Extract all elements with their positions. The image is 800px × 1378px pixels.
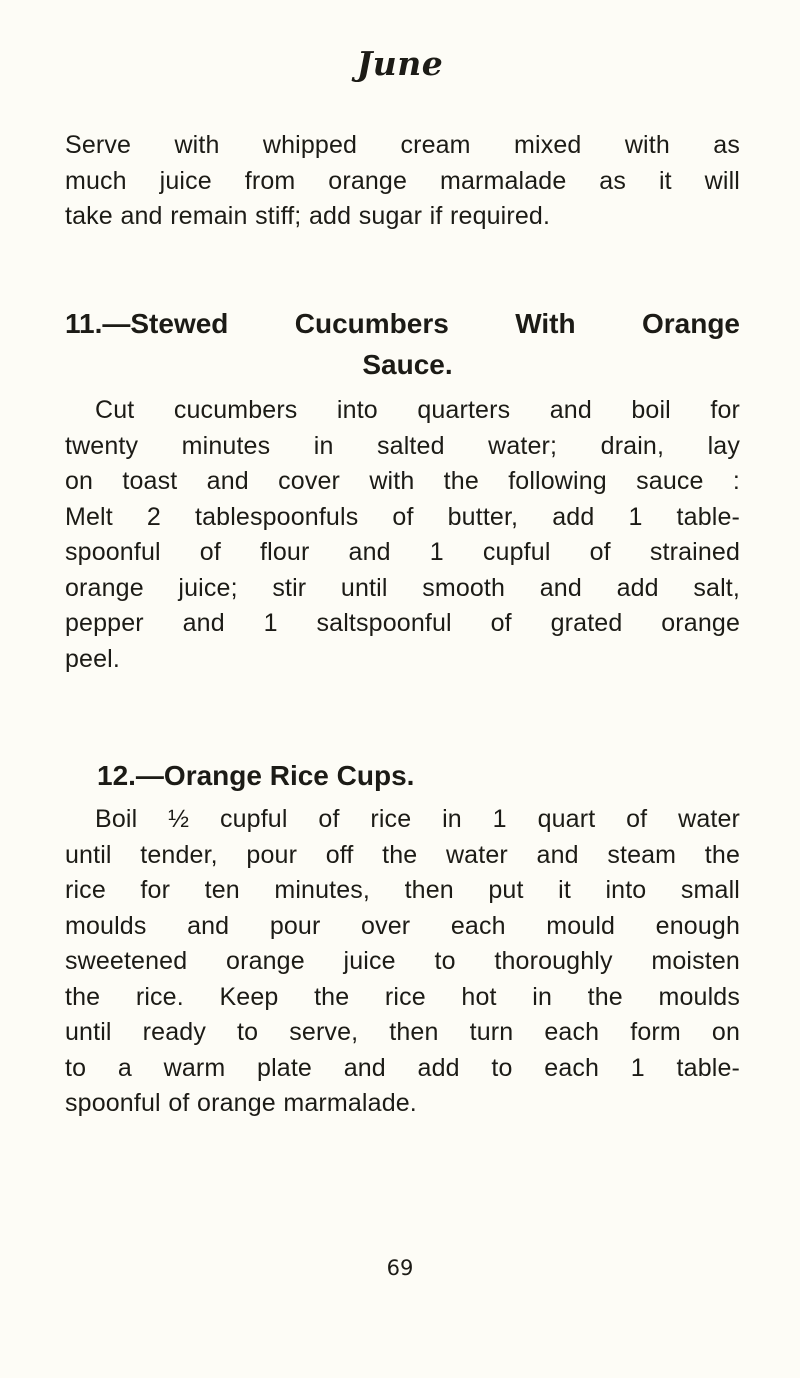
text-line: twenty minutes in salted water; drain, lay bbox=[65, 431, 740, 460]
text-line: Melt 2 tablespoonfuls of butter, add 1 table- bbox=[65, 502, 740, 531]
text-line: sweetened orange juice to thoroughly moisten bbox=[65, 947, 740, 975]
recipe-12-heading: 12.—Orange Rice Cups. bbox=[97, 760, 415, 791]
text-line: spoonful of orange marmalade. bbox=[65, 1089, 417, 1117]
text-line: until tender, pour off the water and steam the bbox=[65, 840, 740, 869]
recipe-11-heading-cont: Sauce. bbox=[362, 349, 453, 380]
recipe-11-body bbox=[65, 393, 740, 677]
text-line: much juice from orange marmalade as it will bbox=[65, 166, 740, 195]
text-line: Cut cucumbers into quarters and boil for bbox=[95, 396, 740, 424]
intro-paragraph bbox=[65, 128, 740, 235]
text-line: moulds and pour over each mould enough bbox=[65, 911, 740, 940]
recipe-12 bbox=[65, 758, 740, 1122]
text-line: until ready to serve, then turn each form on bbox=[65, 1018, 740, 1046]
text-line: take and remain stiff; add sugar if required. bbox=[65, 202, 551, 230]
text-line: rice for ten minutes, then put it into small bbox=[65, 876, 740, 904]
text-line: to a warm plate and add to each 1 table- bbox=[65, 1053, 740, 1082]
text-line: on toast and cover with the following sauce : bbox=[65, 467, 740, 495]
text-line: the rice. Keep the rice hot in the moulds bbox=[65, 982, 740, 1011]
text-line: Serve with whipped cream mixed with as bbox=[65, 131, 740, 159]
text-line: spoonful of flour and 1 cupful of strained bbox=[65, 538, 740, 566]
text-line: peel. bbox=[65, 644, 120, 673]
text-line: pepper and 1 saltspoonful of grated orange bbox=[65, 609, 740, 637]
text-line: Boil ½ cupful of rice in 1 quart of water bbox=[95, 805, 740, 833]
text-line: orange juice; stir until smooth and add salt, bbox=[65, 573, 740, 602]
recipe-11 bbox=[65, 306, 740, 677]
recipe-12-body bbox=[65, 802, 740, 1122]
page-number: 69 bbox=[386, 1256, 414, 1280]
running-head: June bbox=[356, 44, 444, 83]
recipe-11-heading bbox=[65, 306, 740, 342]
recipe-11-heading-line: 11.—Stewed Cucumbers With Orange bbox=[65, 308, 740, 339]
